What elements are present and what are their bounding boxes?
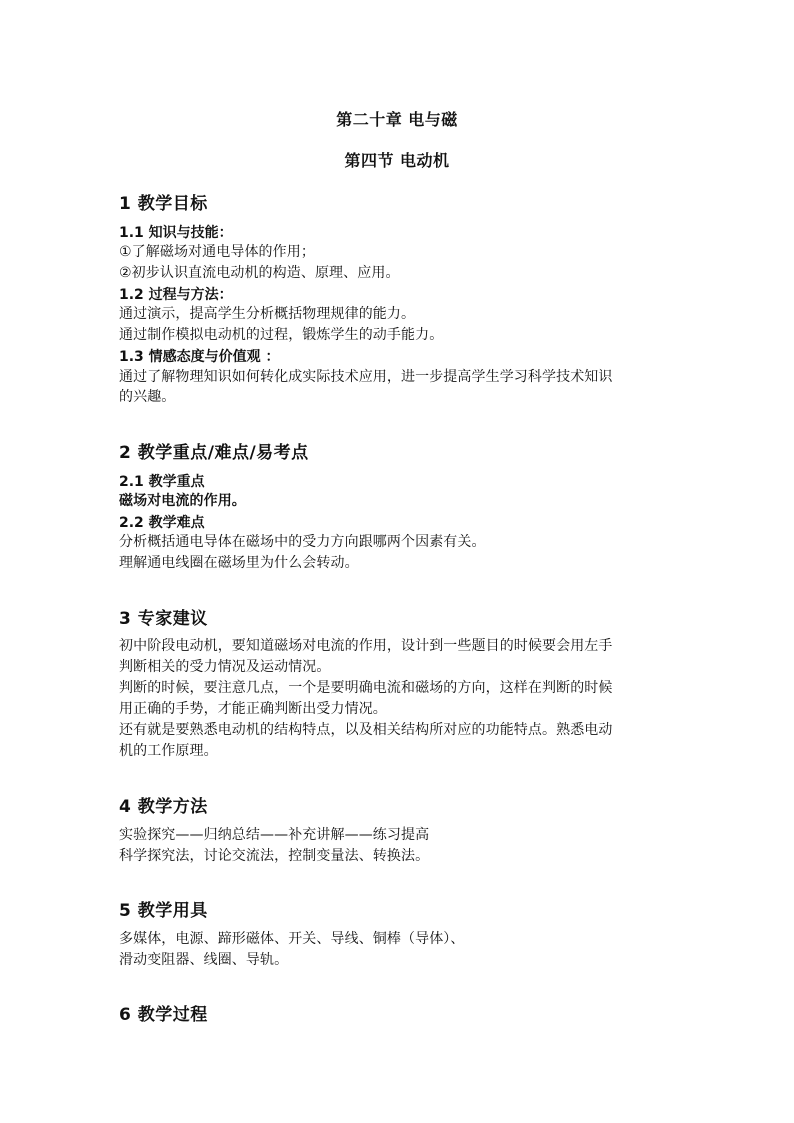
paragraph-line: 理解通电线圈在磁场里为什么会转动。 <box>119 555 359 571</box>
section-1-heading: 1 教学目标 <box>119 194 208 214</box>
paragraph-line: ①了解磁场对通电导体的作用； <box>119 244 315 260</box>
paragraph-line: 的兴趣。 <box>119 389 176 405</box>
section-2-1-heading: 2.1 教学重点 <box>119 474 205 490</box>
paragraph-line: 通过了解物理知识如何转化成实际技术应用，进一步提高学生学习科学技术知识 <box>119 369 613 385</box>
paragraph-line: 通过演示，提高学生分析概括物理规律的能力。 <box>119 306 416 322</box>
section-4-heading: 4 教学方法 <box>119 797 208 817</box>
section-1-2-heading: 1.2 过程与方法： <box>119 287 233 303</box>
section-1-1-heading: 1.1 知识与技能： <box>119 225 233 241</box>
paragraph-line: 用正确的手势，才能正确判断出受力情况。 <box>119 701 387 717</box>
chapter-title: 第二十章 电与磁 <box>336 110 458 129</box>
section-3-heading: 3 专家建议 <box>119 609 208 629</box>
paragraph-line: ②初步认识直流电动机的构造、原理、应用。 <box>119 265 400 281</box>
paragraph-line: 判断相关的受力情况及运动情况。 <box>119 659 331 675</box>
paragraph-line: 机的工作原理。 <box>119 743 218 759</box>
section-2-2-heading: 2.2 教学难点 <box>119 515 205 531</box>
paragraph-line: 分析概括通电导体在磁场中的受力方向跟哪两个因素有关。 <box>119 534 486 550</box>
paragraph-line: 滑动变阻器、线圈、导轨。 <box>119 952 289 968</box>
key-point-text: 磁场对电流的作用。 <box>119 493 246 509</box>
paragraph-line: 实验探究——归纳总结——补充讲解——练习提高 <box>119 827 430 843</box>
paragraph-line: 初中阶段电动机，要知道磁场对电流的作用，设计到一些题目的时候要会用左手 <box>119 638 613 654</box>
section-6-heading: 6 教学过程 <box>119 1005 208 1025</box>
paragraph-line: 科学探究法，讨论交流法，控制变量法、转换法。 <box>119 848 430 864</box>
paragraph-line: 通过制作模拟电动机的过程，锻炼学生的动手能力。 <box>119 327 444 343</box>
section-5-heading: 5 教学用具 <box>119 901 208 921</box>
section-title: 第四节 电动机 <box>344 151 450 170</box>
paragraph-line: 还有就是要熟悉电动机的结构特点，以及相关结构所对应的功能特点。熟悉电动 <box>119 722 613 738</box>
paragraph-line: 判断的时候，要注意几点，一个是要明确电流和磁场的方向，这样在判断的时候 <box>119 680 613 696</box>
section-2-heading: 2 教学重点/难点/易考点 <box>119 443 309 463</box>
section-1-3-heading: 1.3 情感态度与价值观 ： <box>119 349 280 365</box>
paragraph-line: 多媒体，电源、蹄形磁体、开关、导线、铜棒（导体）、 <box>119 931 465 947</box>
